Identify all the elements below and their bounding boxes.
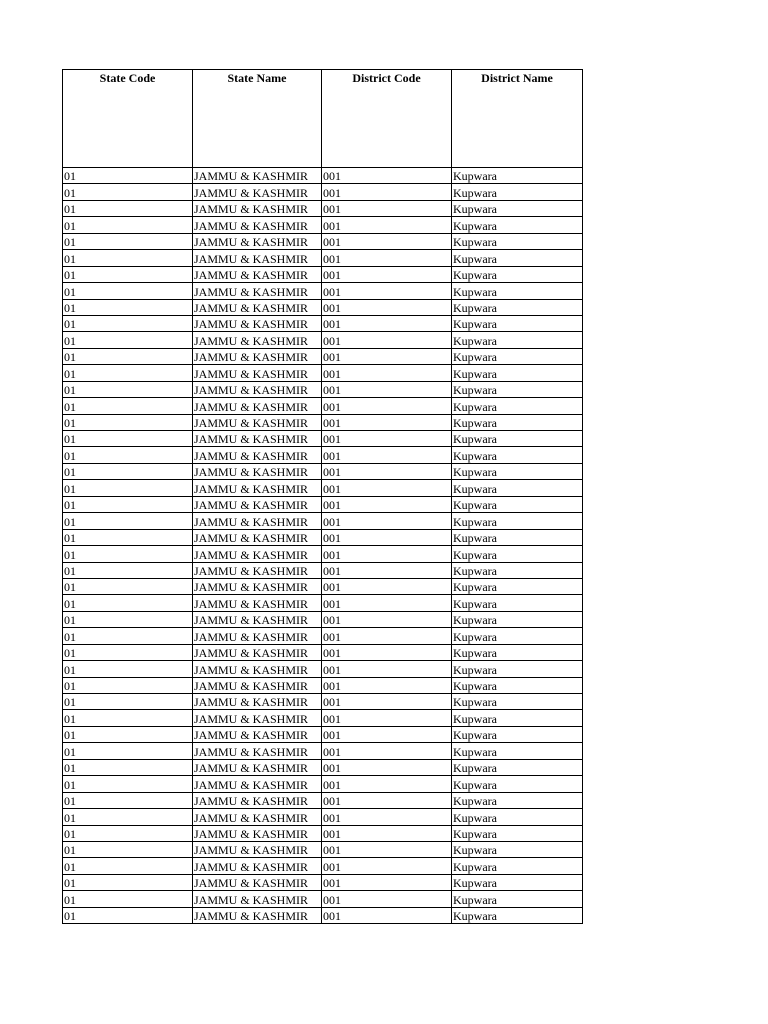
district-name-cell: Kupwara xyxy=(452,217,583,233)
table-row xyxy=(63,283,583,299)
state-name-cell: JAMMU & KASHMIR xyxy=(193,776,322,792)
state-name-cell: JAMMU & KASHMIR xyxy=(193,907,322,923)
district-name-cell: Kupwara xyxy=(452,348,583,364)
table-row xyxy=(63,266,583,282)
state-code-cell: 01 xyxy=(63,431,193,447)
state-code-cell: 01 xyxy=(63,661,193,677)
district-code-cell: 001 xyxy=(322,283,452,299)
district-name-cell: Kupwara xyxy=(452,825,583,841)
state-name-cell: JAMMU & KASHMIR xyxy=(193,414,322,430)
district-name-cell: Kupwara xyxy=(452,398,583,414)
district-code-cell: 001 xyxy=(322,365,452,381)
state-name-cell: JAMMU & KASHMIR xyxy=(193,792,322,808)
district-name-cell: Kupwara xyxy=(452,168,583,184)
table-row xyxy=(63,562,583,578)
district-code-cell: 001 xyxy=(322,661,452,677)
state-code-cell: 01 xyxy=(63,463,193,479)
state-name-cell: JAMMU & KASHMIR xyxy=(193,447,322,463)
state-code-cell: 01 xyxy=(63,694,193,710)
district-table xyxy=(62,69,583,924)
district-code-cell: 001 xyxy=(322,710,452,726)
table-row xyxy=(63,233,583,249)
state-code-cell: 01 xyxy=(63,776,193,792)
state-name-cell: JAMMU & KASHMIR xyxy=(193,513,322,529)
state-code-cell: 01 xyxy=(63,496,193,512)
table-row xyxy=(63,546,583,562)
district-code-cell: 001 xyxy=(322,233,452,249)
district-name-cell: Kupwara xyxy=(452,841,583,857)
state-name-cell: JAMMU & KASHMIR xyxy=(193,743,322,759)
state-code-cell: 01 xyxy=(63,513,193,529)
table-header-row xyxy=(63,70,583,168)
district-name-cell: Kupwara xyxy=(452,513,583,529)
state-code-cell: 01 xyxy=(63,759,193,775)
state-name-cell: JAMMU & KASHMIR xyxy=(193,398,322,414)
state-code-cell: 01 xyxy=(63,365,193,381)
table-row xyxy=(63,315,583,331)
table-row xyxy=(63,726,583,742)
state-name-cell: JAMMU & KASHMIR xyxy=(193,759,322,775)
district-name-cell: Kupwara xyxy=(452,480,583,496)
table-row xyxy=(63,496,583,512)
district-code-cell: 001 xyxy=(322,381,452,397)
district-name-cell: Kupwara xyxy=(452,381,583,397)
state-name-cell: JAMMU & KASHMIR xyxy=(193,348,322,364)
state-code-cell: 01 xyxy=(63,233,193,249)
district-code-cell: 001 xyxy=(322,200,452,216)
table-row xyxy=(63,644,583,660)
table-row xyxy=(63,299,583,315)
district-name-cell: Kupwara xyxy=(452,595,583,611)
state-name-cell: JAMMU & KASHMIR xyxy=(193,644,322,660)
state-name-cell: JAMMU & KASHMIR xyxy=(193,611,322,627)
table-row xyxy=(63,447,583,463)
table-row xyxy=(63,365,583,381)
district-name-cell: Kupwara xyxy=(452,431,583,447)
district-code-cell: 001 xyxy=(322,266,452,282)
district-name-cell: Kupwara xyxy=(452,463,583,479)
header-state-name: State Name xyxy=(193,70,322,168)
state-code-cell: 01 xyxy=(63,562,193,578)
state-code-cell: 01 xyxy=(63,184,193,200)
district-code-cell: 001 xyxy=(322,578,452,594)
state-name-cell: JAMMU & KASHMIR xyxy=(193,283,322,299)
state-name-cell: JAMMU & KASHMIR xyxy=(193,250,322,266)
district-code-cell: 001 xyxy=(322,332,452,348)
district-name-cell: Kupwara xyxy=(452,233,583,249)
district-name-cell: Kupwara xyxy=(452,874,583,890)
state-code-cell: 01 xyxy=(63,726,193,742)
state-name-cell: JAMMU & KASHMIR xyxy=(193,431,322,447)
state-name-cell: JAMMU & KASHMIR xyxy=(193,496,322,512)
table-row xyxy=(63,250,583,266)
state-name-cell: JAMMU & KASHMIR xyxy=(193,562,322,578)
district-code-cell: 001 xyxy=(322,562,452,578)
district-code-cell: 001 xyxy=(322,496,452,512)
district-name-cell: Kupwara xyxy=(452,332,583,348)
state-name-cell: JAMMU & KASHMIR xyxy=(193,661,322,677)
table-row xyxy=(63,595,583,611)
state-code-cell: 01 xyxy=(63,809,193,825)
state-code-cell: 01 xyxy=(63,841,193,857)
table-row xyxy=(63,217,583,233)
district-name-cell: Kupwara xyxy=(452,299,583,315)
district-code-cell: 001 xyxy=(322,513,452,529)
table-row xyxy=(63,628,583,644)
district-code-cell: 001 xyxy=(322,874,452,890)
table-row xyxy=(63,891,583,907)
district-name-cell: Kupwara xyxy=(452,809,583,825)
state-code-cell: 01 xyxy=(63,414,193,430)
district-name-cell: Kupwara xyxy=(452,694,583,710)
table-row xyxy=(63,168,583,184)
state-code-cell: 01 xyxy=(63,644,193,660)
district-code-cell: 001 xyxy=(322,299,452,315)
state-code-cell: 01 xyxy=(63,398,193,414)
district-code-cell: 001 xyxy=(322,595,452,611)
state-name-cell: JAMMU & KASHMIR xyxy=(193,710,322,726)
state-name-cell: JAMMU & KASHMIR xyxy=(193,726,322,742)
state-code-cell: 01 xyxy=(63,825,193,841)
district-name-cell: Kupwara xyxy=(452,250,583,266)
district-name-cell: Kupwara xyxy=(452,792,583,808)
state-code-cell: 01 xyxy=(63,381,193,397)
district-code-cell: 001 xyxy=(322,825,452,841)
district-name-cell: Kupwara xyxy=(452,578,583,594)
state-code-cell: 01 xyxy=(63,348,193,364)
district-code-cell: 001 xyxy=(322,546,452,562)
district-code-cell: 001 xyxy=(322,644,452,660)
table-row xyxy=(63,578,583,594)
table-row xyxy=(63,200,583,216)
district-name-cell: Kupwara xyxy=(452,315,583,331)
state-name-cell: JAMMU & KASHMIR xyxy=(193,809,322,825)
state-name-cell: JAMMU & KASHMIR xyxy=(193,184,322,200)
state-name-cell: JAMMU & KASHMIR xyxy=(193,266,322,282)
table-row xyxy=(63,348,583,364)
state-code-cell: 01 xyxy=(63,250,193,266)
district-name-cell: Kupwara xyxy=(452,907,583,923)
state-code-cell: 01 xyxy=(63,480,193,496)
state-name-cell: JAMMU & KASHMIR xyxy=(193,891,322,907)
table-row xyxy=(63,529,583,545)
district-code-cell: 001 xyxy=(322,217,452,233)
state-name-cell: JAMMU & KASHMIR xyxy=(193,168,322,184)
table-row xyxy=(63,907,583,923)
district-name-cell: Kupwara xyxy=(452,677,583,693)
district-code-cell: 001 xyxy=(322,348,452,364)
state-name-cell: JAMMU & KASHMIR xyxy=(193,217,322,233)
table-row xyxy=(63,858,583,874)
state-code-cell: 01 xyxy=(63,299,193,315)
district-name-cell: Kupwara xyxy=(452,496,583,512)
district-code-cell: 001 xyxy=(322,447,452,463)
state-name-cell: JAMMU & KASHMIR xyxy=(193,200,322,216)
state-name-cell: JAMMU & KASHMIR xyxy=(193,332,322,348)
district-code-cell: 001 xyxy=(322,611,452,627)
table-row xyxy=(63,792,583,808)
state-name-cell: JAMMU & KASHMIR xyxy=(193,677,322,693)
table-row xyxy=(63,776,583,792)
district-name-cell: Kupwara xyxy=(452,611,583,627)
state-code-cell: 01 xyxy=(63,628,193,644)
state-name-cell: JAMMU & KASHMIR xyxy=(193,825,322,841)
district-name-cell: Kupwara xyxy=(452,283,583,299)
district-code-cell: 001 xyxy=(322,168,452,184)
state-name-cell: JAMMU & KASHMIR xyxy=(193,463,322,479)
state-name-cell: JAMMU & KASHMIR xyxy=(193,233,322,249)
state-name-cell: JAMMU & KASHMIR xyxy=(193,841,322,857)
state-name-cell: JAMMU & KASHMIR xyxy=(193,480,322,496)
district-name-cell: Kupwara xyxy=(452,759,583,775)
district-name-cell: Kupwara xyxy=(452,661,583,677)
district-code-cell: 001 xyxy=(322,907,452,923)
table-row xyxy=(63,694,583,710)
district-code-cell: 001 xyxy=(322,759,452,775)
state-name-cell: JAMMU & KASHMIR xyxy=(193,365,322,381)
state-name-cell: JAMMU & KASHMIR xyxy=(193,628,322,644)
district-code-cell: 001 xyxy=(322,841,452,857)
state-code-cell: 01 xyxy=(63,578,193,594)
state-name-cell: JAMMU & KASHMIR xyxy=(193,299,322,315)
state-code-cell: 01 xyxy=(63,266,193,282)
state-code-cell: 01 xyxy=(63,677,193,693)
district-code-cell: 001 xyxy=(322,480,452,496)
state-name-cell: JAMMU & KASHMIR xyxy=(193,381,322,397)
state-name-cell: JAMMU & KASHMIR xyxy=(193,694,322,710)
district-code-cell: 001 xyxy=(322,184,452,200)
state-name-cell: JAMMU & KASHMIR xyxy=(193,315,322,331)
table-row xyxy=(63,874,583,890)
header-state-code: State Code xyxy=(63,70,193,168)
table-row xyxy=(63,677,583,693)
state-name-cell: JAMMU & KASHMIR xyxy=(193,858,322,874)
district-name-cell: Kupwara xyxy=(452,858,583,874)
district-code-cell: 001 xyxy=(322,694,452,710)
state-code-cell: 01 xyxy=(63,907,193,923)
table-row xyxy=(63,611,583,627)
district-name-cell: Kupwara xyxy=(452,447,583,463)
district-name-cell: Kupwara xyxy=(452,184,583,200)
district-code-cell: 001 xyxy=(322,776,452,792)
district-name-cell: Kupwara xyxy=(452,776,583,792)
district-name-cell: Kupwara xyxy=(452,200,583,216)
district-name-cell: Kupwara xyxy=(452,529,583,545)
district-code-cell: 001 xyxy=(322,809,452,825)
district-name-cell: Kupwara xyxy=(452,644,583,660)
district-code-cell: 001 xyxy=(322,463,452,479)
state-code-cell: 01 xyxy=(63,283,193,299)
district-name-cell: Kupwara xyxy=(452,562,583,578)
state-code-cell: 01 xyxy=(63,891,193,907)
state-name-cell: JAMMU & KASHMIR xyxy=(193,529,322,545)
district-code-cell: 001 xyxy=(322,529,452,545)
district-code-cell: 001 xyxy=(322,726,452,742)
district-name-cell: Kupwara xyxy=(452,365,583,381)
table-row xyxy=(63,825,583,841)
state-code-cell: 01 xyxy=(63,792,193,808)
table-row xyxy=(63,463,583,479)
state-code-cell: 01 xyxy=(63,546,193,562)
state-code-cell: 01 xyxy=(63,611,193,627)
district-code-cell: 001 xyxy=(322,414,452,430)
state-code-cell: 01 xyxy=(63,874,193,890)
state-code-cell: 01 xyxy=(63,332,193,348)
table-row xyxy=(63,841,583,857)
district-name-cell: Kupwara xyxy=(452,891,583,907)
header-district-name: District Name xyxy=(452,70,583,168)
table-row xyxy=(63,381,583,397)
table-body xyxy=(63,168,583,924)
table-row xyxy=(63,759,583,775)
district-name-cell: Kupwara xyxy=(452,266,583,282)
table-row xyxy=(63,414,583,430)
district-code-cell: 001 xyxy=(322,315,452,331)
table-row xyxy=(63,398,583,414)
district-code-cell: 001 xyxy=(322,431,452,447)
state-code-cell: 01 xyxy=(63,858,193,874)
district-code-cell: 001 xyxy=(322,743,452,759)
district-name-cell: Kupwara xyxy=(452,743,583,759)
table-row xyxy=(63,480,583,496)
state-name-cell: JAMMU & KASHMIR xyxy=(193,546,322,562)
table-row xyxy=(63,809,583,825)
state-code-cell: 01 xyxy=(63,710,193,726)
table-row xyxy=(63,184,583,200)
table-row xyxy=(63,661,583,677)
state-name-cell: JAMMU & KASHMIR xyxy=(193,595,322,611)
state-name-cell: JAMMU & KASHMIR xyxy=(193,874,322,890)
district-code-cell: 001 xyxy=(322,858,452,874)
table-row xyxy=(63,743,583,759)
district-code-cell: 001 xyxy=(322,628,452,644)
district-code-cell: 001 xyxy=(322,398,452,414)
table-row xyxy=(63,513,583,529)
district-name-cell: Kupwara xyxy=(452,710,583,726)
district-name-cell: Kupwara xyxy=(452,546,583,562)
district-code-cell: 001 xyxy=(322,677,452,693)
state-code-cell: 01 xyxy=(63,315,193,331)
district-code-cell: 001 xyxy=(322,250,452,266)
state-code-cell: 01 xyxy=(63,529,193,545)
district-code-cell: 001 xyxy=(322,891,452,907)
district-name-cell: Kupwara xyxy=(452,414,583,430)
state-code-cell: 01 xyxy=(63,743,193,759)
state-code-cell: 01 xyxy=(63,168,193,184)
table-row xyxy=(63,431,583,447)
state-code-cell: 01 xyxy=(63,200,193,216)
state-code-cell: 01 xyxy=(63,595,193,611)
state-code-cell: 01 xyxy=(63,447,193,463)
state-code-cell: 01 xyxy=(63,217,193,233)
district-code-cell: 001 xyxy=(322,792,452,808)
table-row xyxy=(63,332,583,348)
district-name-cell: Kupwara xyxy=(452,726,583,742)
header-district-code: District Code xyxy=(322,70,452,168)
table-row xyxy=(63,710,583,726)
state-name-cell: JAMMU & KASHMIR xyxy=(193,578,322,594)
district-name-cell: Kupwara xyxy=(452,628,583,644)
